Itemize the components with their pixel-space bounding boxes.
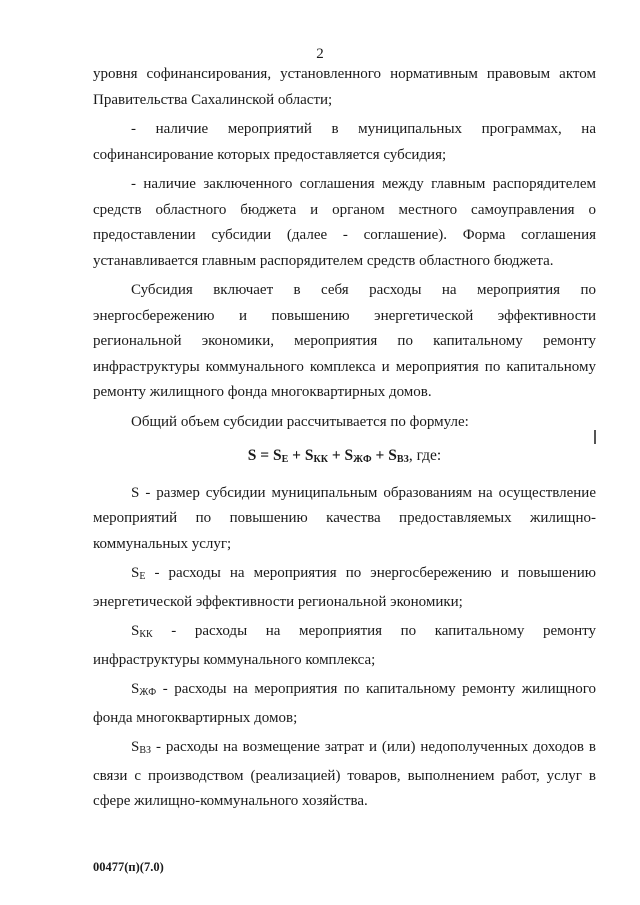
document-body <box>93 62 596 819</box>
definition-subscript: ВЗ <box>139 745 152 756</box>
definition-text: - расходы на мероприятия по капитальному ремонту инфраструктуры коммунального комплекса; <box>93 623 596 668</box>
formula-plus-2: + S <box>327 447 354 464</box>
formula-plus-1: + S <box>288 447 314 464</box>
formula-plus-3: + S <box>371 447 397 464</box>
paragraph-5: Общий объем субсидии рассчитывается по формуле: <box>131 413 469 430</box>
definition-s-e <box>93 561 596 615</box>
definition-text: - расходы на мероприятия по энергосбережению и повышению энергетической эффективности региональной экономики; <box>93 565 596 610</box>
definition-symbol: S <box>131 623 140 639</box>
definition-symbol: S <box>131 739 140 755</box>
formula-sub-vz: ВЗ <box>396 454 409 465</box>
formula-lhs: S = S <box>247 447 282 464</box>
definition-subscript: ЖФ <box>139 687 157 698</box>
paragraph-4: Субсидия включает в себя расходы на мероприятия по энергосбережению и повышению энергетической эффективности региональной экономики, мероприятия по капитальному ремонту инфраструктуры коммунального комплекса и мероприятия по капитальному ремонту жилищного фонда многоквартирных домов. <box>93 282 596 400</box>
definition-text: - расходы на возмещение затрат и (или) недополученных доходов в связи с производством (реализацией) товаров, выполнением работ, услуг в сфере жилищно-коммунального хозяйства. <box>93 739 596 809</box>
formula-sub-e: Е <box>281 454 289 465</box>
formula-tail: , где: <box>408 447 442 464</box>
paragraph-2: - наличие мероприятий в муниципальных программах, на софинансирование которых предоставляется субсидия; <box>93 121 596 163</box>
definition-symbol: S <box>131 565 140 581</box>
formula-sub-zhf: ЖФ <box>353 454 372 465</box>
definition-symbol: S <box>131 484 140 501</box>
paragraph-3: - наличие заключенного соглашения между главным распорядителем средств областного бюджета и органом местного самоуправления о предоставлении субсидии (далее - соглашение). Форма соглашения устанавливается главным распорядителем средств областного бюджета. <box>93 176 596 269</box>
definition-s-vz <box>93 735 596 815</box>
formula-sub-kk: КК <box>313 454 328 465</box>
definition-s-zhf <box>93 677 596 731</box>
definition-s-kk <box>93 619 596 673</box>
paragraph-1: уровня софинансирования, установленного нормативным правовым актом Правительства Сахалинской области; <box>93 66 596 108</box>
definition-s <box>93 481 596 558</box>
definition-text: - размер субсидии муниципальным образованиям на осуществление мероприятий по повышению качества предоставляемых жилищно-коммунальных услуг; <box>93 484 596 552</box>
definition-subscript: Е <box>139 571 146 582</box>
definition-symbol: S <box>131 681 140 697</box>
definition-text: - расходы на мероприятия по капитальному ремонту жилищного фонда многоквартирных домов; <box>93 681 596 726</box>
definition-subscript: КК <box>139 629 153 640</box>
subsidy-formula <box>93 443 596 473</box>
page-number: 2 <box>316 46 324 62</box>
document-code: 00477(п)(7.0) <box>93 860 164 874</box>
